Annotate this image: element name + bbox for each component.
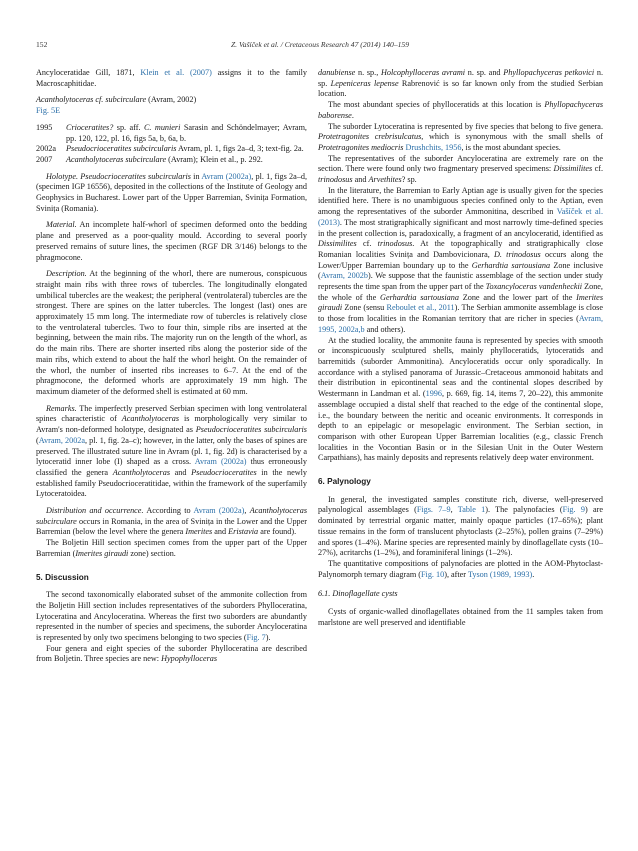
journal-citation: Z. Vašíček et al. / Cretaceous Research 47 (2014) 140–159: [230, 40, 410, 49]
citation-link[interactable]: Tyson (1989, 1993): [467, 569, 533, 579]
paragraph: In the literature, the Barremian to Early Aptian age is usually given for the species identified here. There is no unambiguous species confined only to the Aptian, even among the representatives of the suborder Ammonitina, described in Vašíček et al. (2013). The most stratigraphically significant and most narrowly time-defined species in the present collection is, paradoxically, a fragment of an ancyloceratid, identified as Dissimilites cf. trinodosus. At the topographically and stratigraphically close Romanian localities Svinița and Dambovicionara, D. trinodosus occurs along the Lower/Upper Barremian boundary up to the Gerhardtia sartousiana Zone inclusive (Avram, 2002b). We suppose that the faunistic assemblage of the section under study represents the time span from the upper part of the Toxancyloceras vandenheckii Zone, the whole of the Gerhardtia sartousiana Zone and the lower part of the Imerites giraudi Zone (sensu Reboulet et al., 2011). The Serbian ammonite assemblage is close to those from localities in the Romanian territory that are richer in species (Avram, 1995, 2002a,b and others).: [318, 185, 604, 334]
citation-link[interactable]: Avram, 1995, 2002a,b: [318, 314, 603, 334]
figure-link[interactable]: Figs. 7–9: [416, 505, 451, 515]
citation-link[interactable]: Avram, 2002a: [38, 435, 86, 445]
left-column: [36, 68, 307, 665]
citation-link[interactable]: Klein et al. (2007): [140, 68, 212, 77]
holotype-paragraph: Holotype. Pseudocrioceratites subcircularis in Avram (2002a), pl. 1, figs 2a–d, (specimen IGP 16556), deposited in the collections of the Institute of Geology and Geophysics in Bucharest. Lower part of the Upper Barremian, Svinița Formation, Svinița (Romania).: [36, 171, 307, 213]
figure-link[interactable]: Fig. 7: [246, 633, 266, 643]
section-heading: 5. Discussion: [36, 572, 89, 582]
paragraph: The suborder Lytoceratina is represented by five species that belong to five genera. Protetragonites crebrisulcatus, which is synonymous with the small shells of Protetragonites mediocris Drushchits, 1956, is the most abundant species.: [318, 121, 603, 152]
section-heading: 6. Palynology: [318, 477, 371, 487]
synonymy-entry: 2002a Pseudocrioceratites subcircularis Avram, pl. 1, figs 2a–d, 3; text-fig. 2a.: [36, 144, 304, 154]
remarks-paragraph: Remarks. The imperfectly preserved Serbian specimen with long ventrolateral spines characteristic of Acantholytoceras is morphologically very similar to Avram's non-deformed holotype, designated as Pseudocrioceratites subcircularis (Avram, 2002a, pl. 1, fig. 2a–c); however, in the latter, only the bases of spines are preserved. The illustrated suture line in Avram (pl. 1, fig. 2d) is characterised by a lytoceratid inner lobe (I) shaped as a cross. Avram (2002a) thus erroneously classified the genera Acantholytoceras and Pseudocrioceratites in the newly established family Pseudocrioceratitidae, within the framework of the superfamily Lytoceratoidea.: [36, 403, 308, 499]
citation-link[interactable]: Reboulet et al., 2011: [386, 303, 455, 313]
paragraph: The Boljetin Hill section specimen comes from the upper part of the Upper Barremian (Imerites giraudi zone) section.: [36, 538, 307, 558]
paragraph: The second taxonomically elaborated subset of the ammonite collection from the Boljetin Hill section includes representatives of the suborders Phylloceratina, Lytoceratina and Ancyloceratina. Whereas the first two suborders are abundantly represented in the number of species and specimens, the suborder Ancyloceratina is represented by only two specimens belonging to two species (Fig. 7).: [36, 590, 307, 643]
material-paragraph: Material. An incomplete half-whorl of specimen deformed onto the bedding plane and preserved as a poor-quality mould. According to several poorly preserved remains of suture lines, the specimen (RGF DR 3/146) belongs to the phragmocone.: [36, 220, 307, 262]
citation-link[interactable]: Drushchits, 1956: [405, 142, 462, 152]
paragraph: The most abundant species of phylloceratids at this location is Phyllopachyceras baborense.: [318, 100, 603, 120]
synonymy-list: [36, 123, 307, 166]
paragraph: danubiense n. sp., Holcophylloceras avrami n. sp. and Phyllopachyceras petkovici n. sp. Lepeniceras lepense Rabrenović is so far known only from the studied Serbian location.: [318, 68, 603, 99]
paragraph: At the studied locality, the ammonite fauna is represented by species with smooth or inconspicuously sculptured shells, mainly phylloceratids, lytoceratids and barremitids (suborder Ammonitina). Ancyloceratids occur only sporadically. In accordance with a stylised panorama of Jurassic–Cretaceous ammonoid habitats and their distribution in epicontinental seas and the continental slopes described by Westermann in Landman et al. (1996, p. 669, fig. 14, items 7, 20–22), this ammonite assemblage occupied a distal shelf that reached to the edge of the continental slope, i.e., the boundary between the neritic and oceanic environments. It corresponds in depth to an epipelagic or mesopelagic environment. The Serbian section, in comparison with other European Upper Barremian localities (e.g., classic French localities in the Vocontian Basin or in the Silesian Unit in the Outer Western Carpathians), has mainly deposits and represents relatively deep water environment.: [318, 335, 603, 463]
subsection-heading: 6.1. Dinoflagellate cysts: [318, 589, 398, 599]
description-paragraph: Description. At the beginning of the whorl, there are numerous, conspicuous straight main ribs with three rows of tubercles. The longitudinally elongated umbilical tubercles are the weakest; the peripheral (ventrolateral) tubercles are the strongest. There are spines on the latter tubercles. The longest (last) ones are approximately 15 mm long. The intermediate row of tubercles is relatively close to the ventrolateral tubercles. Two to four thin, simple ribs are inserted at the beginning, between the main ribs. The majority run on the length of the whorl, as do the main ribs. There are shorter inserted ribs along the posterior side of the main ribs, which extend to about the half the whorl height. On the remainder of the whorl, the number of inserted ribs increases to 6–7. At the end of the phragmocone, the deformed whorls are approximately 19 mm high. The maximum diameter of the deformed shell is estimated at 60 mm.: [36, 269, 307, 396]
figure-link[interactable]: Fig. 10: [421, 569, 445, 579]
paragraph: The representatives of the suborder Ancyloceratina are extremely rare on the section. There were found only two fragmentary preserved specimens: Dissimilites cf. trinodosus and Arvethites? sp.: [318, 153, 603, 185]
citation-link[interactable]: Avram (2002a): [194, 457, 247, 467]
synonymy-entry: 1995 Crioceratites? sp. aff. C. munieri Sarasin and Schöndelmayer; Avram, pp. 120, 122, pl. 16, figs 5a, b, 6a, b.: [36, 122, 307, 143]
paragraph: In general, the investigated samples constitute rich, diverse, well-preserved palynological assemblages (Figs. 7–9, Table 1). The palynofacies (Fig. 9) are dominated by terrestrial organic matter, mainly opaque particles (17–65%); plant tissue remains in the form of translucent phytoclasts (2–25%), pollen grains (7–29%) and spores (1–4%). Marine species are represented mainly by dinoflagellate cysts (10–27%), acritarchs (1–2%), and foraminiferal linings (1–2%).: [318, 494, 603, 558]
running-header: [36, 40, 604, 52]
citation-link[interactable]: 1996: [425, 389, 442, 399]
paragraph: The quantitative compositions of palynofacies are plotted in the AOM-Phytoclast-Palynomorph ternary diagram (Fig. 10), after Tyson (1989, 1993).: [318, 558, 603, 579]
taxon-name: Acantholytoceras cf. subcirculare: [36, 95, 147, 105]
figure-link[interactable]: Fig. 9: [562, 505, 585, 515]
citation-link[interactable]: Avram, 2002b: [320, 271, 368, 281]
paragraph: Cysts of organic-walled dinoflagellates obtained from the 11 samples taken from marlstone are well preserved and identifiable: [318, 607, 603, 627]
paragraph: Ancyloceratidae Gill, 1871, Klein et al. (2007) assigns it to the family Macroscaphitidae.: [36, 68, 307, 88]
figure-link[interactable]: Fig. 5E: [36, 106, 61, 116]
synonymy-entry: 2007 Acantholytoceras subcirculare (Avram); Klein et al., p. 292.: [36, 154, 263, 164]
paragraph: Four genera and eight species of the suborder Phylloceratina are described from Boljetin. Three species are new: Hypophylloceras: [36, 643, 307, 664]
citation-link[interactable]: Avram (2002a): [201, 171, 252, 181]
taxon-heading: Acantholytoceras cf. subcirculare (Avram, 2002): [36, 95, 197, 105]
right-column: [318, 68, 603, 628]
table-link[interactable]: Table 1: [457, 505, 486, 515]
citation-link[interactable]: Vašíček et al. (2013): [318, 207, 603, 227]
page-number: 152: [36, 40, 48, 49]
distribution-paragraph: Distribution and occurrence. According to Avram (2002a), Acantholytoceras subcirculare occurs in Romania, in the area of Svinița in the Lower and the Upper Barremian (below the level where the genera Imerites and Eristavia are found).: [36, 506, 308, 537]
citation-link[interactable]: Avram (2002a): [193, 506, 245, 516]
